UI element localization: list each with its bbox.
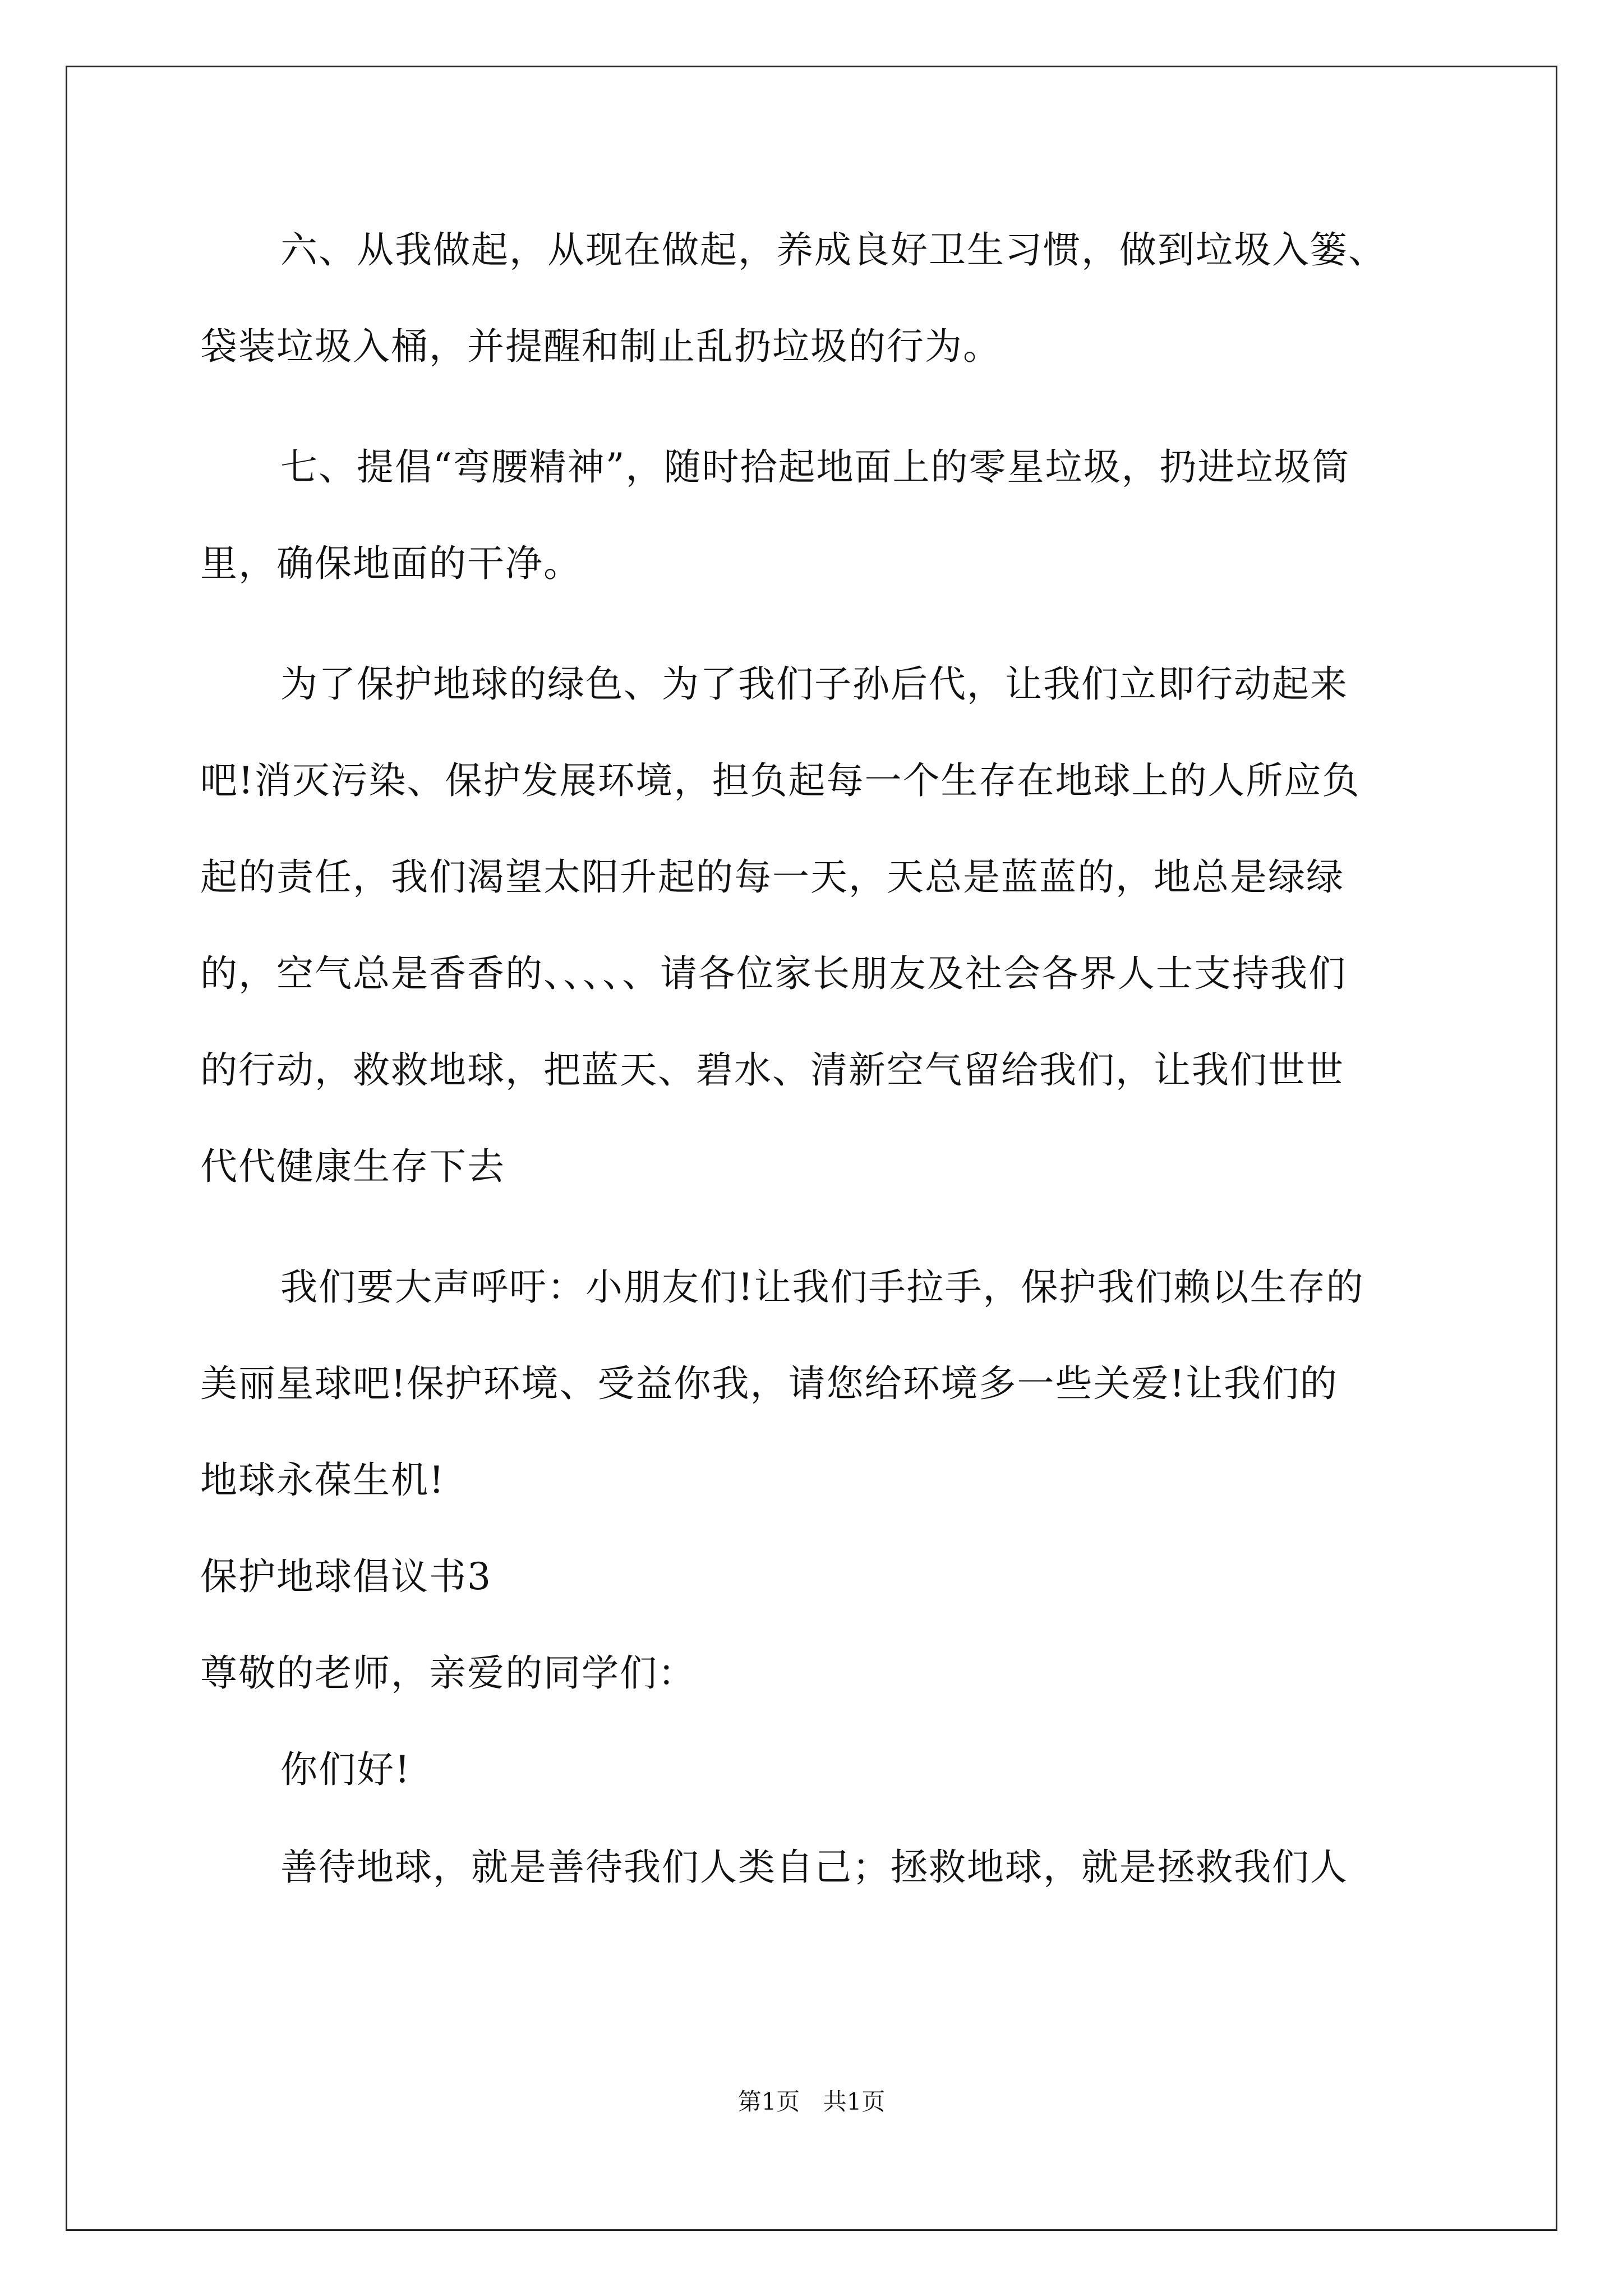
paragraph-line: 代代健康生存下去 [200,1145,505,1188]
paragraph-line: 我们要大声呼吁：小朋友们!让我们手拉手，保护我们赖以生存的 [280,1266,1364,1309]
paragraph-line: 吧!消灭污染、保护发展环境，担负起每一个生存在地球上的人所应负 [200,759,1361,802]
paragraph-line: 善待地球，就是善待我们人类自己；拯救地球，就是拯救我们人 [280,1846,1348,1889]
page-total: 共1页 [823,2088,886,2115]
paragraph-line: 起的责任，我们渴望太阳升起的每一天，天总是蓝蓝的，地总是绿绿 [200,855,1344,899]
paragraph-line: 袋装垃圾入桶，并提醒和制止乱扔垃圾的行为。 [200,325,1001,368]
paragraph-line: 的，空气总是香香的、、、、、请各位家长朋友及社会各界人士支持我们 [200,952,1347,995]
paragraph-line: 里，确保地面的干净。 [200,542,582,585]
paragraph-line: 地球永葆生机! [200,1458,445,1502]
paragraph-line: 的行动，救救地球，把蓝天、碧水、清新空气留给我们，让我们世世 [200,1048,1344,1092]
paragraph-line: 为了保护地球的绿色、为了我们子孙后代，让我们立即行动起来 [280,662,1348,706]
paragraph-line: 六、从我做起，从现在做起，养成良好卫生习惯，做到垃圾入篓、 [280,228,1386,272]
paragraph-line: 美丽星球吧!保护环境、受益你我，请您给环境多一些关爱!让我们的 [200,1362,1339,1405]
section-title: 保护地球倡议书3 [200,1555,492,1598]
greeting: 你们好! [280,1748,411,1791]
page-footer [0,2088,1623,2116]
page-number: 第1页 [737,2088,800,2115]
paragraph-line: 七、提倡“弯腰精神”，随时拾起地面上的零星垃圾，扔进垃圾筒 [280,445,1350,489]
salutation: 尊敬的老师，亲爱的同学们： [200,1651,696,1695]
